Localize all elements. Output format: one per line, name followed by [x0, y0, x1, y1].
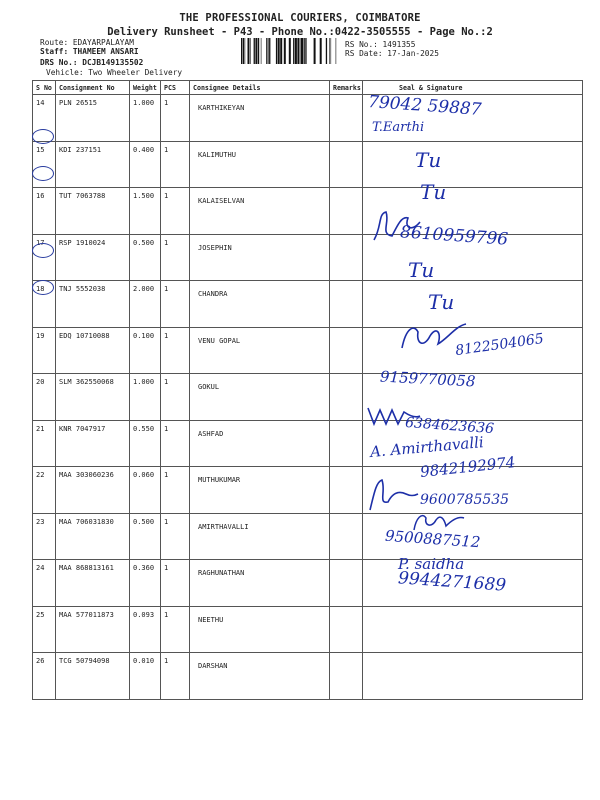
- cell-sno: 18: [33, 281, 56, 328]
- cell-consignee: KARTHIKEYAN: [190, 95, 330, 142]
- handwritten-phone: 6384623636: [404, 414, 495, 438]
- cell-remarks: [330, 420, 363, 467]
- pen-circle: [32, 129, 54, 144]
- pen-circle: [32, 166, 54, 181]
- cell-signature: [363, 141, 583, 188]
- handwritten-phone: 9842192974: [419, 453, 517, 481]
- cell-sno: 20: [33, 374, 56, 421]
- cell-consignee: DARSHAN: [190, 653, 330, 700]
- runsheet-table: [32, 80, 583, 700]
- cell-pcs: 1: [161, 653, 190, 700]
- cell-consignment: MAA 577011873: [56, 606, 130, 653]
- cell-pcs: 1: [161, 327, 190, 374]
- cell-remarks: [330, 234, 363, 281]
- rs-date: RS Date: 17-Jan-2025: [345, 49, 439, 58]
- handwritten-phone: 9500887512: [384, 526, 481, 552]
- handwritten-name: P. saidha: [398, 555, 465, 573]
- col-remarks: Remarks: [330, 81, 363, 95]
- handwritten-name: T.Earthi: [372, 120, 425, 135]
- route-label: Route: EDAYARPALAYAM: [40, 38, 134, 47]
- vehicle-label: Vehicle: Two Wheeler Delivery: [46, 68, 183, 77]
- col-consignment: Consignment No: [56, 81, 130, 95]
- cell-weight: 2.000: [130, 281, 161, 328]
- cell-consignment: TCG 50794098: [56, 653, 130, 700]
- handwritten-phone: 79042 59887: [367, 92, 483, 120]
- cell-weight: 0.500: [130, 234, 161, 281]
- cell-consignment: TUT 7063788: [56, 188, 130, 235]
- handwritten-phone: 9600785535: [420, 492, 510, 508]
- table-row: [33, 95, 583, 142]
- table-row: [33, 281, 583, 328]
- cell-weight: 0.010: [130, 653, 161, 700]
- cell-consignee: JOSEPHIN: [190, 234, 330, 281]
- cell-sno: 14: [33, 95, 56, 142]
- cell-pcs: 1: [161, 513, 190, 560]
- cell-sno: 17: [33, 234, 56, 281]
- cell-consignment: KDI 237151: [56, 141, 130, 188]
- cell-weight: 1.000: [130, 95, 161, 142]
- col-sno: S No: [33, 81, 56, 95]
- cell-weight: 0.500: [130, 513, 161, 560]
- cell-consignee: CHANDRA: [190, 281, 330, 328]
- cell-remarks: [330, 467, 363, 514]
- handwritten-initials: Tu: [428, 290, 455, 314]
- cell-pcs: 1: [161, 188, 190, 235]
- cell-remarks: [330, 141, 363, 188]
- cell-pcs: 1: [161, 374, 190, 421]
- handwritten-name: A. Amirthavalli: [369, 433, 485, 461]
- cell-consignment: TNJ 5552038: [56, 281, 130, 328]
- col-weight: Weight: [130, 81, 161, 95]
- cell-sno: 15: [33, 141, 56, 188]
- cell-pcs: 1: [161, 281, 190, 328]
- cell-weight: 0.400: [130, 141, 161, 188]
- cell-pcs: 1: [161, 467, 190, 514]
- cell-consignee: RAGHUNATHAN: [190, 560, 330, 607]
- cell-consignee: GOKUL: [190, 374, 330, 421]
- table-row: [33, 141, 583, 188]
- cell-remarks: [330, 281, 363, 328]
- cell-weight: 0.100: [130, 327, 161, 374]
- cell-sno: 16: [33, 188, 56, 235]
- table-row: [33, 374, 583, 421]
- handwritten-initials: Tu: [415, 148, 442, 172]
- cell-consignment: PLN 26515: [56, 95, 130, 142]
- cell-consignee: MUTHUKUMAR: [190, 467, 330, 514]
- pen-circle: [32, 280, 54, 295]
- staff-label: Staff: THAMEEM ANSARI: [40, 47, 139, 56]
- cell-remarks: [330, 95, 363, 142]
- cell-consignee: ASHFAD: [190, 420, 330, 467]
- cell-sno: 24: [33, 560, 56, 607]
- col-pcs: PCS: [161, 81, 190, 95]
- cell-consignment: MAA 868813161: [56, 560, 130, 607]
- handwritten-phone: 8610959796: [399, 222, 509, 250]
- cell-signature: [363, 606, 583, 653]
- table-row: [33, 188, 583, 235]
- cell-pcs: 1: [161, 420, 190, 467]
- cell-sno: 19: [33, 327, 56, 374]
- handwritten-initials: Tu: [420, 180, 447, 204]
- handwritten-phone: 8122504065: [454, 330, 545, 360]
- handwritten-phone: 9944271689: [397, 568, 507, 596]
- cell-remarks: [330, 327, 363, 374]
- cell-remarks: [330, 513, 363, 560]
- barcode-image: [240, 38, 340, 64]
- handwritten-phone: 9159770058: [379, 367, 476, 391]
- cell-weight: 1.500: [130, 188, 161, 235]
- table-row: [33, 606, 583, 653]
- cell-consignee: NEETHU: [190, 606, 330, 653]
- cell-signature: [363, 653, 583, 700]
- cell-weight: 0.360: [130, 560, 161, 607]
- pen-circle: [32, 243, 54, 258]
- cell-pcs: 1: [161, 560, 190, 607]
- cell-consignment: KNR 7047917: [56, 420, 130, 467]
- cell-sno: 23: [33, 513, 56, 560]
- cell-pcs: 1: [161, 606, 190, 653]
- runsheet-subtitle: Delivery Runsheet - P43 - Phone No.:0422-3505555 - Page No.:2: [107, 26, 493, 38]
- cell-consignment: MAA 706031830: [56, 513, 130, 560]
- cell-remarks: [330, 560, 363, 607]
- cell-pcs: 1: [161, 95, 190, 142]
- cell-consignment: RSP 1910024: [56, 234, 130, 281]
- cell-weight: 0.060: [130, 467, 161, 514]
- rs-number: RS No.: 1491355: [345, 40, 416, 49]
- cell-remarks: [330, 188, 363, 235]
- cell-remarks: [330, 374, 363, 421]
- company-title: THE PROFESSIONAL COURIERS, COIMBATORE: [179, 12, 421, 24]
- cell-sno: 21: [33, 420, 56, 467]
- cell-remarks: [330, 606, 363, 653]
- cell-weight: 1.000: [130, 374, 161, 421]
- col-signature: Seal & Signature: [363, 81, 583, 95]
- cell-sno: 26: [33, 653, 56, 700]
- drs-number: DRS No.: DCJB149135502: [40, 58, 144, 67]
- cell-weight: 0.550: [130, 420, 161, 467]
- cell-consignee: KALAISELVAN: [190, 188, 330, 235]
- cell-consignment: SLM 362550068: [56, 374, 130, 421]
- table-row: [33, 653, 583, 700]
- col-consignee: Consignee Details: [190, 81, 330, 95]
- cell-consignment: MAA 303060236: [56, 467, 130, 514]
- table-row: [33, 513, 583, 560]
- cell-consignee: KALIMUTHU: [190, 141, 330, 188]
- cell-weight: 0.093: [130, 606, 161, 653]
- cell-consignee: AMIRTHAVALLI: [190, 513, 330, 560]
- cell-consignment: EDQ 10710088: [56, 327, 130, 374]
- cell-sno: 25: [33, 606, 56, 653]
- table-header-row: [33, 81, 583, 95]
- cell-remarks: [330, 653, 363, 700]
- cell-sno: 22: [33, 467, 56, 514]
- cell-pcs: 1: [161, 234, 190, 281]
- cell-consignee: VENU GOPAL: [190, 327, 330, 374]
- handwritten-initials: Tu: [408, 258, 435, 282]
- cell-pcs: 1: [161, 141, 190, 188]
